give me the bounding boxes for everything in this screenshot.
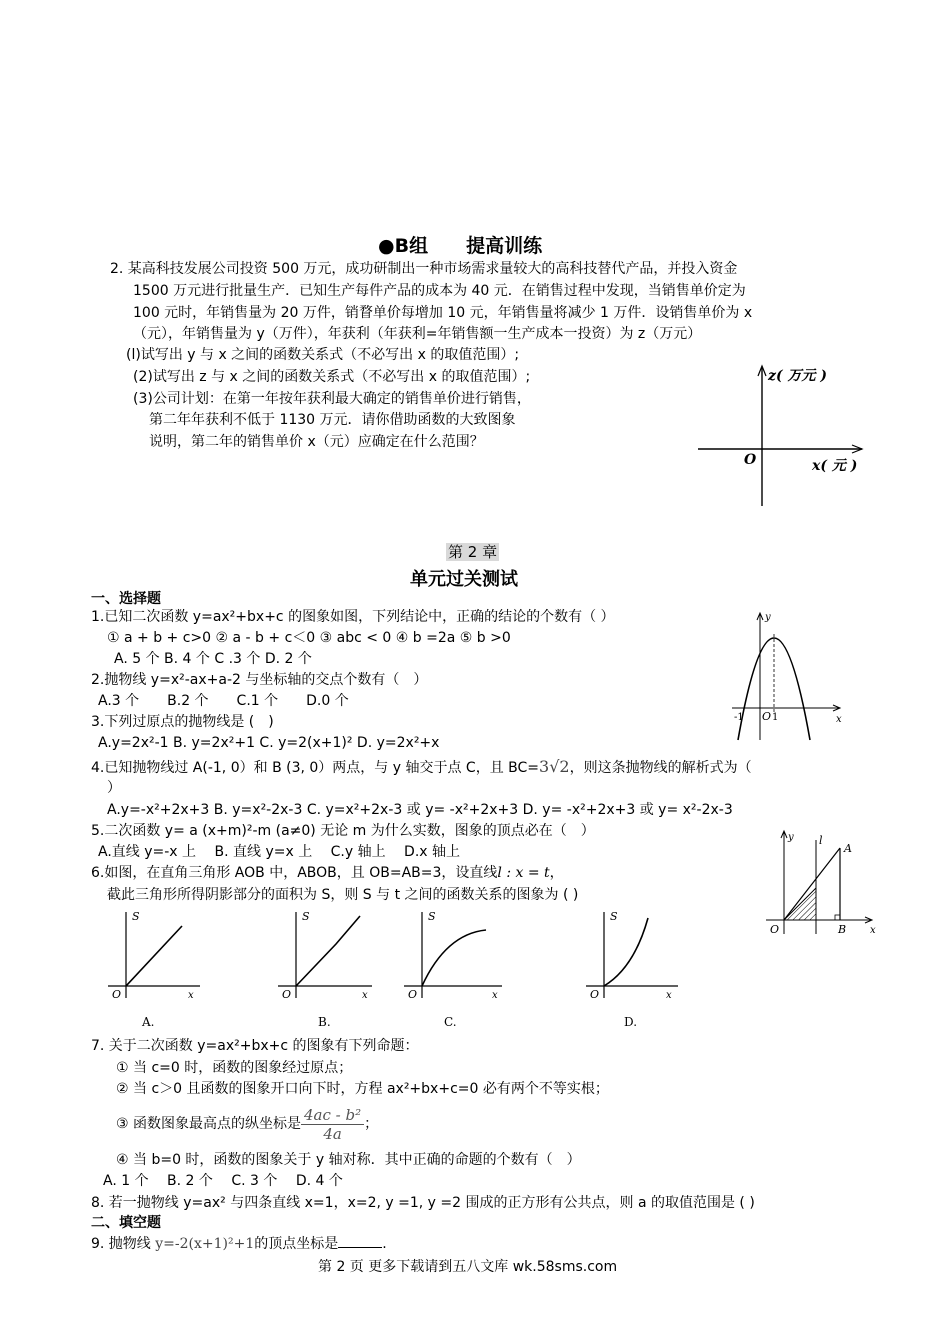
section-title: ●B组 提高训练 <box>378 235 543 257</box>
option-c-curve <box>422 930 486 986</box>
option-b-graph <box>278 910 372 1029</box>
problem-2-sub-3b: 第二年年获利不低于 1130 万元．请你借助函数的大致图象 <box>149 412 516 428</box>
problem-2-sub-1: (l)试写出 y 与 x 之间的函数关系式（不必写出 x 的取值范围）; <box>126 347 520 363</box>
q1-options: A. 5 个 B. 4 个 C .3 个 D. 2 个 <box>114 651 312 667</box>
x-label: x <box>870 925 876 936</box>
problem-2-sub-3a: (3)公司计划：在第一年按年获利最大确定的销售单价进行销售， <box>133 391 531 407</box>
chapter-label: 第 2 章 <box>448 543 498 561</box>
q6-triangle-figure <box>762 826 880 938</box>
origin-label: O <box>770 923 780 936</box>
q6-line-equation: l : x = t <box>497 865 550 881</box>
q1-parabola-figure <box>728 606 850 744</box>
q7-statement-2: ② 当 c＞0 且函数的图象开口向下时，方程 ax²+bx+c=0 必有两个不等实根； <box>116 1081 609 1097</box>
l-label: l <box>819 834 823 847</box>
q5-options: A.直线 y=-x 上 B. 直线 y=x 上 C.y 轴上 D.x 轴上 <box>98 844 461 860</box>
page-footer: 第 2 页 更多下载请到五八文库 wk.58sms.com <box>318 1259 618 1275</box>
q7-statement-4: ④ 当 b=0 时，函数的图象关于 y 轴对称．其中正确的命题的个数有（ ） <box>116 1152 581 1168</box>
option-a-origin-label: O <box>112 988 122 1001</box>
q4-bc-value: 3√2 <box>539 757 570 776</box>
option-d-origin-label: O <box>590 988 600 1001</box>
q6-option-graphs <box>100 906 680 1034</box>
q6-text: 6.如图，在直角三角形 AOB 中，ABOB，且 OB=AB=3，设直线l : x = t， <box>91 865 564 881</box>
problem-2-line-4: （元），年销售量为 y（万件），年获利（年获利=年销售额一生产成本一投资）为 z（万元） <box>133 326 702 342</box>
q8-text: 8. 若一抛物线 y=ax² 与四条直线 x=1，x=2, y =1, y =2 围成的正方形有公共点，则 a 的取值范围是 ( ) <box>91 1195 755 1211</box>
option-d-curve <box>604 918 648 986</box>
shaded-region <box>784 888 816 920</box>
q4-text: 4.已知抛物线过 A(-1, 0）和 B (3, 0）两点，与 y 轴交于点 C，且 BC=3√2，则这条抛物线的解析式为（ <box>91 757 752 776</box>
option-d-x-label: x <box>666 990 672 1001</box>
y-label: y <box>765 612 771 623</box>
x-label: x <box>836 714 842 725</box>
right-angle-marker <box>835 915 840 920</box>
q9-equation: y=-2(x+1)²+1 <box>155 1236 255 1252</box>
q9-text: 9. 抛物线 y=-2(x+1)²+1的顶点坐标是 . <box>91 1233 387 1254</box>
one-label: 1 <box>772 712 779 723</box>
x-axis-label: x( 元 ) <box>812 458 858 474</box>
q2-text: 2.抛物线 y=x²-ax+a-2 与坐标轴的交点个数有（ ） <box>91 672 428 688</box>
q3-text: 3.下列过原点的抛物线是 ( ) <box>91 714 274 730</box>
bullet-icon: ● <box>378 235 395 257</box>
neg-one-label: -1 <box>734 712 744 723</box>
option-d-graph <box>586 910 678 1029</box>
option-c-origin-label: O <box>408 988 418 1001</box>
option-b-curve <box>296 916 360 986</box>
problem-2-sub-2: (2)试写出 z 与 x 之间的函数关系式（不必写出 x 的取值范围）; <box>133 369 531 385</box>
option-b-s-label: S <box>302 910 310 923</box>
q7-fraction: $\frac{\text{4ac - b²}}{4a}$ <box>301 1106 364 1143</box>
q9-answer-blank[interactable] <box>338 1233 382 1248</box>
problem-2-sub-3c: 说明，第二年的销售单价 x（元）应确定在什么范围？ <box>149 434 484 450</box>
chapter-title: 单元过关测试 <box>410 569 518 590</box>
option-c-s-label: S <box>428 910 436 923</box>
q1-text: 1.已知二次函数 y=ax²+bx+c 的图象如图，下列结论中，正确的结论的个数有（ ） <box>91 609 615 625</box>
option-d-s-label: S <box>610 910 618 923</box>
q1-statements: ① a + b + c>0 ② a - b + c＜0 ③ abc < 0 ④ b =2a ⑤ b >0 <box>107 630 511 646</box>
problem-2-line-3: 100 元时，年销售量为 20 万件，销瞀单价每增加 10 元，年销售量将减少 1 万件．设销售单价为 x <box>133 305 753 321</box>
q7-statement-1: ① 当 c=0 时，函数的图象经过原点； <box>116 1060 353 1076</box>
q5-text: 5.二次函数 y= a (x+m)²-m (a≠0) 无论 m 为什么实数，图象的顶点必在（ ） <box>91 823 595 839</box>
problem-2-line-2: 1500 万元进行批量生产．已知生产每件产品的成本为 40 元．在销售过程中发现，当销售单价定为 <box>133 283 746 299</box>
option-b-x-label: x <box>362 990 368 1001</box>
option-a-s-label: S <box>132 910 140 923</box>
y-label: y <box>788 832 794 843</box>
option-a-curve <box>126 926 182 986</box>
q4-text-close: ） <box>107 780 121 796</box>
option-b-origin-label: O <box>282 988 292 1001</box>
option-a-x-label: x <box>188 990 194 1001</box>
origin-label: O <box>744 452 757 468</box>
problem-2-line-1: 2. 某高科技发展公司投资 500 万元，成功研制出一种市场需求量较大的高科技替代产品，并投入资金 <box>110 261 738 277</box>
option-c-graph <box>404 910 502 1029</box>
part-1-heading: 一、选择题 <box>91 591 161 607</box>
q3-options: A.y=2x²-1 B. y=2x²+1 C. y=2(x+1)² D. y=2x²+x <box>98 735 440 751</box>
b-label: B <box>838 923 847 936</box>
option-b-letter: B. <box>318 1015 331 1029</box>
option-a-letter: A. <box>142 1015 155 1029</box>
problem-2-axes-figure <box>690 360 880 510</box>
origin-label: O <box>762 710 772 723</box>
q7-options: A. 1 个 B. 2 个 C. 3 个 D. 4 个 <box>103 1173 343 1189</box>
z-axis-label: z( 万元 ) <box>768 368 827 384</box>
part-2-heading: 二、填空题 <box>91 1215 161 1231</box>
q2-options: A.3 个 B.2 个 C.1 个 D.0 个 <box>98 693 349 709</box>
option-d-letter: D. <box>624 1015 638 1029</box>
q4-options: A.y=-x²+2x+3 B. y=x²-2x-3 C. y=x²+2x-3 或 y= -x²+2x+3 D. y= -x²+2x+3 或 y= x²-2x-3 <box>107 802 733 818</box>
a-label: A <box>844 842 852 855</box>
q7-statement-3: ③ 函数图象最高点的纵坐标是 $\frac{\text{4ac - b²}}{4a}$ ； <box>116 1105 379 1143</box>
option-a-graph <box>108 910 200 1029</box>
q6-text-2: 截此三角形所得阴影部分的面积为 S，则 S 与 t 之间的函数关系的图象为 ( ) <box>107 887 579 903</box>
option-c-letter: C. <box>444 1015 457 1029</box>
q7-text: 7. 关于二次函数 y=ax²+bx+c 的图象有下列命题： <box>91 1038 419 1054</box>
option-c-x-label: x <box>492 990 498 1001</box>
